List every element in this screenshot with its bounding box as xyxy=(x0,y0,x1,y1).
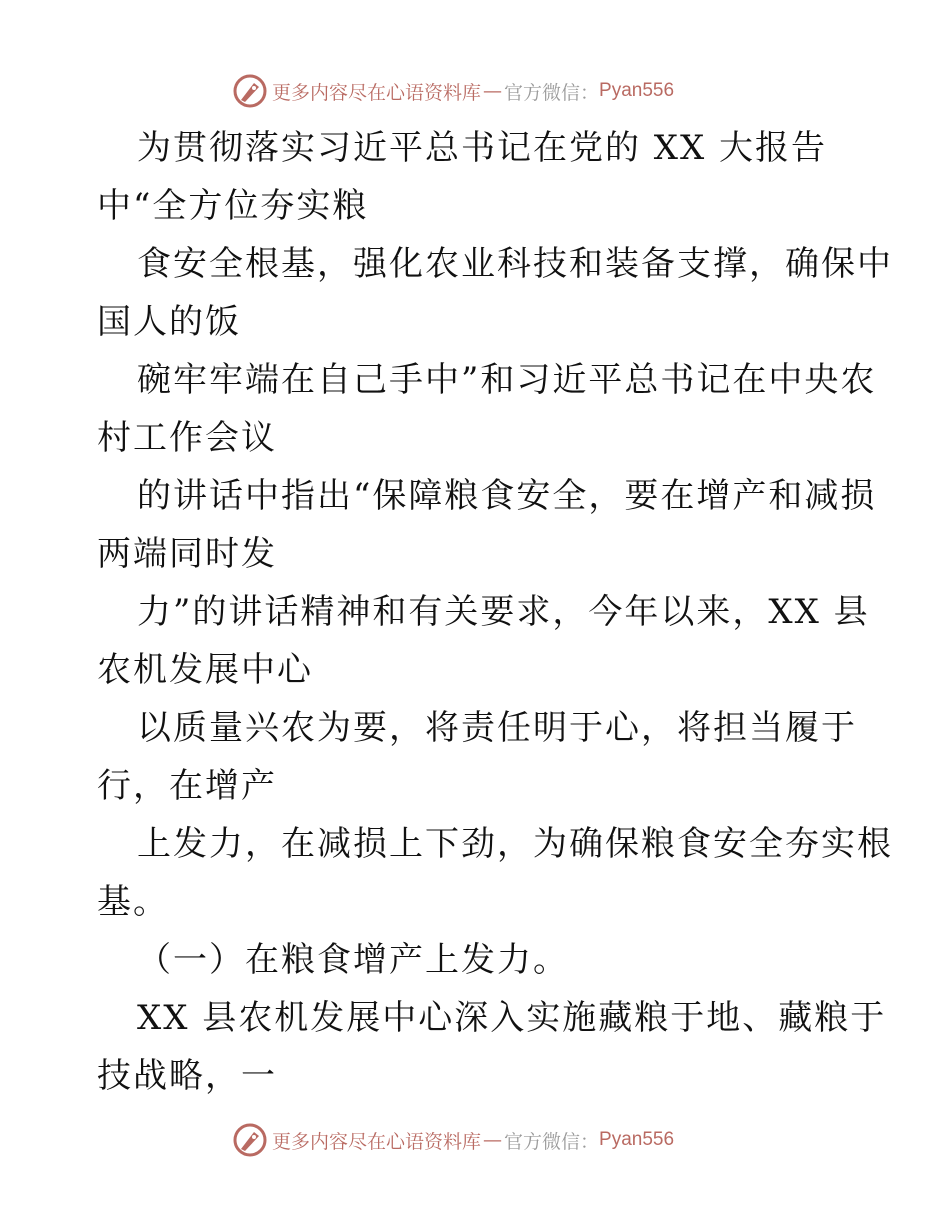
footer-watermark xyxy=(232,1120,712,1160)
text-line: 农机发展中心 xyxy=(97,650,313,690)
watermark-separator: — xyxy=(483,80,503,102)
watermark-text: 更多内容尽在心语资料库 xyxy=(272,81,482,104)
text-line: 碗牢牢端在自己手中”和习近平总书记在中央农 xyxy=(137,360,877,400)
text-line: 村工作会议 xyxy=(97,418,277,458)
text-line: 上发力，在减损上下劲，为确保粮食安全夯实根 xyxy=(137,824,893,864)
text-line: 技战略，一 xyxy=(97,1056,277,1096)
text-line: 食安全根基，强化农业科技和装备支撑，确保中 xyxy=(137,244,893,284)
watermark-separator: — xyxy=(483,1129,503,1151)
text-line: 的讲话中指出“保障粮食安全，要在增产和减损 xyxy=(137,476,877,516)
text-line: 基。 xyxy=(97,882,169,922)
text-line: 两端同时发 xyxy=(97,534,277,574)
text-line: 中“全方位夯实粮 xyxy=(97,186,369,226)
text-line: XX 县农机发展中心深入实施藏粮于地、藏粮于 xyxy=(137,998,887,1038)
text-line: 力”的讲话精神和有关要求，今年以来，XX 县 xyxy=(137,592,870,632)
section-heading: （一）在粮食增产上发力。 xyxy=(137,940,569,980)
watermark-id: Pyan556 xyxy=(599,80,675,101)
watermark-id: Pyan556 xyxy=(599,1129,675,1150)
text-line: 为贯彻落实习近平总书记在党的 XX 大报告 xyxy=(137,128,828,168)
watermark-text: 更多内容尽在心语资料库 xyxy=(272,1130,482,1153)
text-line: 以质量兴农为要，将责任明于心，将担当履于 xyxy=(137,708,857,748)
pen-nib-in-circle-icon xyxy=(232,73,268,109)
pen-nib-in-circle-icon xyxy=(232,1122,268,1158)
text-line: 行，在增产 xyxy=(97,766,277,806)
text-line: 国人的饭 xyxy=(97,302,241,342)
watermark-label: 官方微信： xyxy=(504,1130,600,1153)
watermark-label: 官方微信： xyxy=(504,81,600,104)
header-watermark xyxy=(232,71,712,111)
